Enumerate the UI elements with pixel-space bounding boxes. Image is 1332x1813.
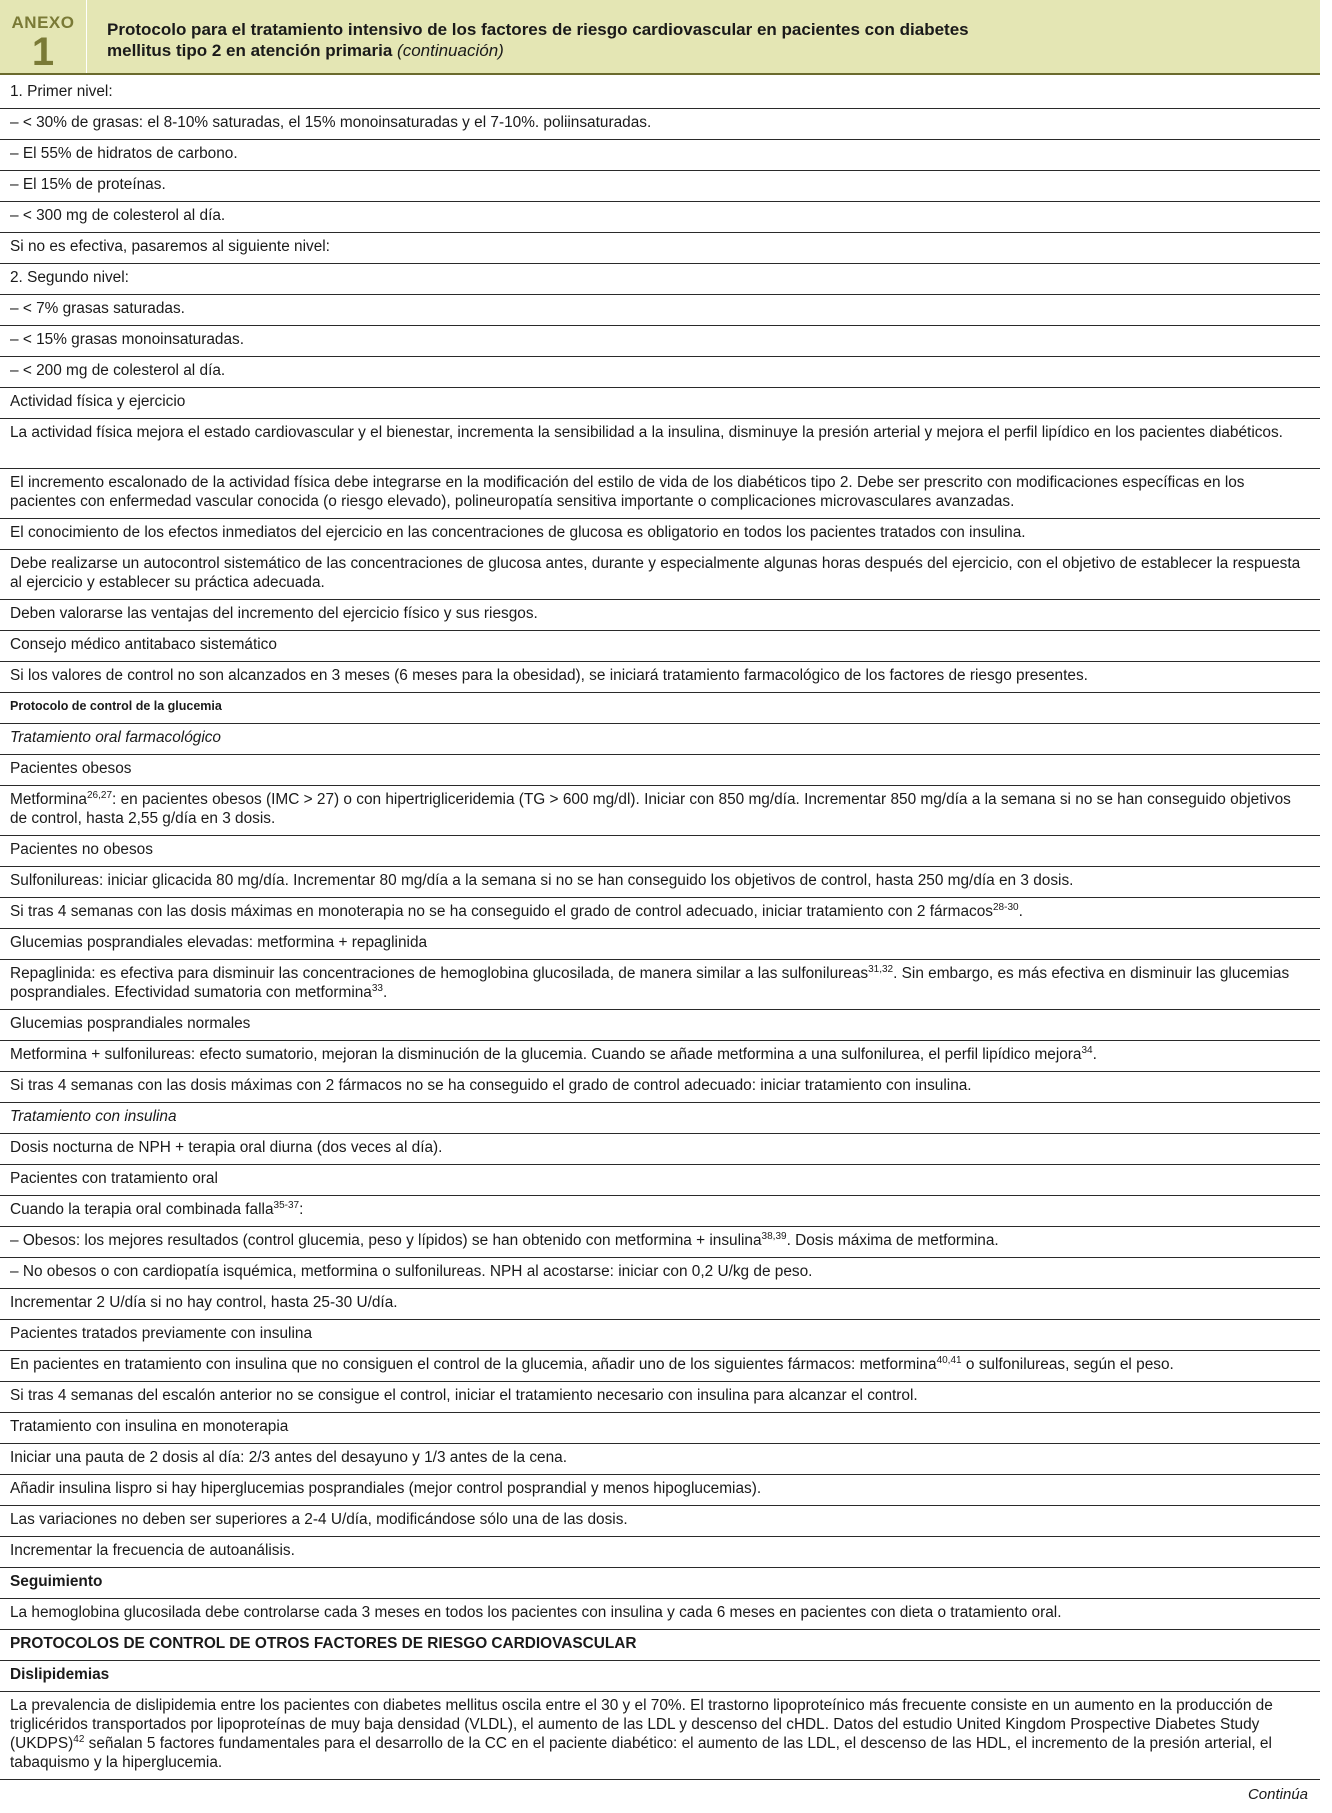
subsection-heading: Tratamiento con insulina [0, 1103, 1320, 1134]
table-row: La actividad física mejora el estado cardiovascular y el bienestar, incrementa la sensibilidad a la insulina, disminuye la presión arterial y mejora el perfil lipídico en los pacientes diabéticos. [0, 419, 1320, 469]
section-heading: PROTOCOLOS DE CONTROL DE OTROS FACTORES DE RIESGO CARDIOVASCULAR [0, 1630, 1320, 1661]
annex-badge [0, 0, 87, 73]
table-row: El conocimiento de los efectos inmediatos del ejercicio en las concentraciones de glucosa es obligatorio en todos los pacientes tratados con insulina. [0, 519, 1320, 550]
table-row: – < 7% grasas saturadas. [0, 295, 1320, 326]
table-row: Si tras 4 semanas con las dosis máximas en monoterapia no se ha conseguido el grado de control adecuado, iniciar tratamiento con 2 fármacos$^{28-30}$. [0, 898, 1320, 929]
subsection-heading: Tratamiento oral farmacológico [0, 724, 1320, 755]
title-line-2: mellitus tipo 2 en atención primaria [107, 41, 393, 60]
title-suffix: (continuación) [397, 41, 504, 60]
table-row: 2. Segundo nivel: [0, 264, 1320, 295]
continues-label: Continúa [1247, 1786, 1308, 1803]
table-row: Repaglinida: es efectiva para disminuir las concentraciones de hemoglobina glucosilada, de manera similar a las sulfonilureas$^{31,32}$. Sin embargo, es más efectiva en disminuir las glucemias posprandiales. Efectividad sumatoria con metformina$^{33}$. [0, 960, 1320, 1010]
citation: 40,41 [936, 1354, 962, 1366]
table-row: Cuando la terapia oral combinada falla$^{35-37}$: [0, 1196, 1320, 1227]
table-row: Las variaciones no deben ser superiores a 2-4 U/día, modificándose sólo una de las dosis. [0, 1506, 1320, 1537]
table-row: Tratamiento con insulina en monoterapia [0, 1413, 1320, 1444]
citation: 38,39 [761, 1230, 787, 1242]
table-row: La prevalencia de dislipidemia entre los pacientes con diabetes mellitus oscila entre el 30 y el 70%. El trastorno lipoproteínico más frecuente consiste en un aumento en la producción de triglicéridos transportados por lipoproteínas de muy baja densidad (VLDL), el aumento de las LDL y descenso del cHDL. Datos del estudio United Kingdom Prospective Diabetes Study (UKDPS)$^{42}$ señalan 5 factores fundamentales para el desarrollo de la CC en el paciente diabético: el aumento de las LDL, el descenso de las HDL, el incremento de la presión arterial, el tabaquismo y la hiperglucemia. [0, 1692, 1320, 1780]
table-row: – No obesos o con cardiopatía isquémica, metformina o sulfonilureas. NPH al acostarse: iniciar con 0,2 U/kg de peso. [0, 1258, 1320, 1289]
section-heading: Protocolo de control de la glucemia [0, 693, 1320, 724]
table-row: Si tras 4 semanas con las dosis máximas con 2 fármacos no se ha conseguido el grado de control adecuado: iniciar tratamiento con insulina. [0, 1072, 1320, 1103]
table-row: El incremento escalonado de la actividad física debe integrarse en la modificación del estilo de vida de los diabéticos tipo 2. Debe ser prescrito con modificaciones específicas en los pacientes con enfermedad vascular conocida (o riesgo elevado), polineuropatía sensitiva importante o complicaciones microvasculares avanzadas. [0, 469, 1320, 519]
table-row: – Obesos: los mejores resultados (control glucemia, peso y lípidos) se han obtenido con metformina + insulina$^{38,39}$. Dosis máxima de metformina. [0, 1227, 1320, 1258]
table-row: Glucemias posprandiales elevadas: metformina + repaglinida [0, 929, 1320, 960]
table-row: – < 15% grasas monoinsaturadas. [0, 326, 1320, 357]
table-row: Pacientes obesos [0, 755, 1320, 786]
section-heading: Seguimiento [0, 1568, 1320, 1599]
table-row: – El 15% de proteínas. [0, 171, 1320, 202]
table-row: – < 30% de grasas: el 8-10% saturadas, el 15% monoinsaturadas y el 7-10%. poliinsaturadas. [0, 109, 1320, 140]
citation: 33 [371, 982, 383, 994]
table-row: – < 200 mg de colesterol al día. [0, 357, 1320, 388]
table-row: Debe realizarse un autocontrol sistemático de las concentraciones de glucosa antes, durante y especialmente algunas horas después del ejercicio, con el objetivo de establecer la respuesta al ejercicio y establecer su práctica adecuada. [0, 550, 1320, 600]
citation: 26,27 [86, 789, 113, 801]
table-row: Añadir insulina lispro si hay hiperglucemias posprandiales (mejor control posprandial y menos hipoglucemias). [0, 1475, 1320, 1506]
table-row: – < 300 mg de colesterol al día. [0, 202, 1320, 233]
table-row: La hemoglobina glucosilada debe controlarse cada 3 meses en todos los pacientes con insulina y cada 6 meses en pacientes con dieta o tratamiento oral. [0, 1599, 1320, 1630]
table-row: Si los valores de control no son alcanzados en 3 meses (6 meses para la obesidad), se iniciará tratamiento farmacológico de los factores de riesgo presentes. [0, 662, 1320, 693]
section-heading: Actividad física y ejercicio [0, 388, 1320, 419]
table-row: Deben valorarse las ventajas del incremento del ejercicio físico y sus riesgos. [0, 600, 1320, 631]
table-row: En pacientes en tratamiento con insulina que no consiguen el control de la glucemia, añadir uno de los siguientes fármacos: metformina$^{40,41}$ o sulfonilureas, según el peso. [0, 1351, 1320, 1382]
citation: 35-37 [273, 1199, 300, 1211]
citation: 34 [1081, 1044, 1093, 1056]
table-row: Metformina$^{26,27}$: en pacientes obesos (IMC > 27) o con hipertrigliceridemia (TG > 600 mg/dl). Iniciar con 850 mg/día. Incrementar 850 mg/día a la semana si no se han conseguido objetivos de control, hasta 2,55 g/día en 3 dosis. [0, 786, 1320, 836]
title-line-1: Protocolo para el tratamiento intensivo de los factores de riesgo cardiovascular en pacientes con diabetes [107, 20, 969, 39]
section-heading: Dislipidemias [0, 1661, 1320, 1692]
table-row: Sulfonilureas: iniciar glicacida 80 mg/día. Incrementar 80 mg/día a la semana si no se han conseguido los objetivos de control, hasta 250 mg/día en 3 dosis. [0, 867, 1320, 898]
citation: 31,32 [868, 963, 894, 975]
protocol-table [0, 78, 1320, 1780]
table-row: Glucemias posprandiales normales [0, 1010, 1320, 1041]
annex-label: ANEXO [11, 13, 75, 32]
table-row: 1. Primer nivel: [0, 78, 1320, 109]
table-row: Si tras 4 semanas del escalón anterior no se consigue el control, iniciar el tratamiento necesario con insulina para alcanzar el control. [0, 1382, 1320, 1413]
table-row: Pacientes tratados previamente con insulina [0, 1320, 1320, 1351]
table-row: Iniciar una pauta de 2 dosis al día: 2/3 antes del desayuno y 1/3 antes de la cena. [0, 1444, 1320, 1475]
table-row: – El 55% de hidratos de carbono. [0, 140, 1320, 171]
table-row: Dosis nocturna de NPH + terapia oral diurna (dos veces al día). [0, 1134, 1320, 1165]
table-row: Metformina + sulfonilureas: efecto sumatorio, mejoran la disminución de la glucemia. Cuando se añade metformina a una sulfonilurea, el perfil lipídico mejora$^{34}$. [0, 1041, 1320, 1072]
annex-header [0, 0, 1320, 75]
section-heading: Consejo médico antitabaco sistemático [0, 631, 1320, 662]
table-row: Si no es efectiva, pasaremos al siguiente nivel: [0, 233, 1320, 264]
table-row: Pacientes con tratamiento oral [0, 1165, 1320, 1196]
citation: 28-30 [992, 901, 1019, 913]
table-row: Incrementar la frecuencia de autoanálisis. [0, 1537, 1320, 1568]
citation: 42 [73, 1733, 85, 1745]
table-row: Incrementar 2 U/día si no hay control, hasta 25-30 U/día. [0, 1289, 1320, 1320]
table-row: Pacientes no obesos [0, 836, 1320, 867]
annex-number: 1 [31, 30, 55, 74]
annex-title [107, 19, 1307, 61]
